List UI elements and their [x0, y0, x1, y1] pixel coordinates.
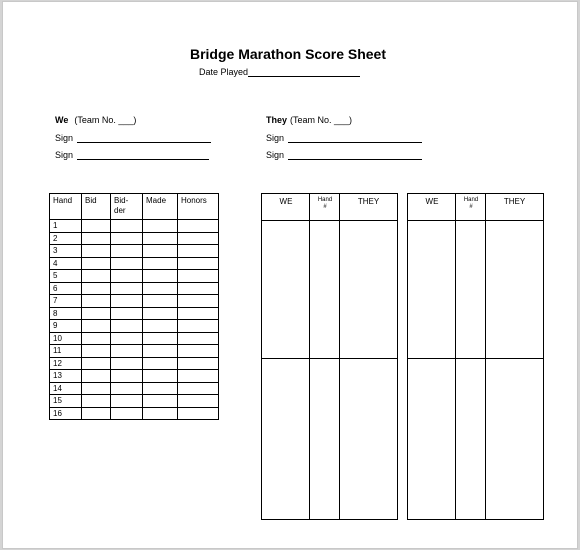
honors-cell[interactable] [178, 332, 219, 345]
table-row [50, 295, 219, 308]
honors-cell[interactable] [178, 382, 219, 395]
we-sign-label-1: Sign [55, 133, 74, 143]
made-cell[interactable] [143, 270, 178, 283]
hand-number: 11 [50, 345, 82, 358]
table-row [50, 320, 219, 333]
table-row [50, 395, 219, 408]
honors-cell[interactable] [178, 307, 219, 320]
date-played-label: Date Played [199, 67, 249, 77]
honors-cell[interactable] [178, 407, 219, 420]
hand-number: 3 [50, 245, 82, 258]
table-row [50, 357, 219, 370]
page-title: Bridge Marathon Score Sheet [189, 46, 387, 62]
honors-cell[interactable] [178, 220, 219, 233]
hand-number: 12 [50, 357, 82, 370]
made-cell[interactable] [143, 332, 178, 345]
bidder-cell[interactable] [111, 232, 143, 245]
col-hand: Hand [50, 194, 82, 220]
bidder-cell[interactable] [111, 307, 143, 320]
honors-cell[interactable] [178, 395, 219, 408]
score-box-1-hand-label: Hand # [317, 197, 333, 210]
bidder-cell[interactable] [111, 220, 143, 233]
honors-cell[interactable] [178, 282, 219, 295]
made-cell[interactable] [143, 407, 178, 420]
bid-cell[interactable] [82, 407, 111, 420]
bid-cell[interactable] [82, 332, 111, 345]
bid-cell[interactable] [82, 295, 111, 308]
hand-number: 9 [50, 320, 82, 333]
honors-cell[interactable] [178, 270, 219, 283]
table-row [50, 307, 219, 320]
score-box-2-we-label: WE [425, 197, 439, 206]
bidder-cell[interactable] [111, 270, 143, 283]
bidder-cell[interactable] [111, 395, 143, 408]
they-sign-field-1[interactable] [288, 133, 422, 143]
made-cell[interactable] [143, 345, 178, 358]
hand-number: 14 [50, 382, 82, 395]
made-cell[interactable] [143, 395, 178, 408]
honors-cell[interactable] [178, 295, 219, 308]
hand-number: 16 [50, 407, 82, 420]
they-team-header [266, 115, 352, 125]
bid-cell[interactable] [82, 395, 111, 408]
we-sign-row-1 [55, 133, 211, 143]
bid-cell[interactable] [82, 307, 111, 320]
hand-number: 10 [50, 332, 82, 345]
bid-cell[interactable] [82, 382, 111, 395]
made-cell[interactable] [143, 245, 178, 258]
table-row [50, 257, 219, 270]
honors-cell[interactable] [178, 245, 219, 258]
bid-cell[interactable] [82, 320, 111, 333]
score-box-2-they-label: THEY [503, 197, 526, 206]
bidder-cell[interactable] [111, 407, 143, 420]
score-box-2-hand-label: Hand # [463, 197, 479, 210]
hand-number: 6 [50, 282, 82, 295]
made-cell[interactable] [143, 370, 178, 383]
hand-number: 7 [50, 295, 82, 308]
date-played-field[interactable] [248, 67, 360, 77]
table-row [50, 370, 219, 383]
bid-cell[interactable] [82, 220, 111, 233]
they-sign-row-1 [266, 133, 422, 143]
honors-cell[interactable] [178, 232, 219, 245]
table-row [50, 382, 219, 395]
bidder-cell[interactable] [111, 332, 143, 345]
bid-cell[interactable] [82, 270, 111, 283]
bid-cell[interactable] [82, 282, 111, 295]
hand-table [49, 193, 219, 420]
table-row [50, 282, 219, 295]
they-team-number: (Team No. ___) [290, 115, 353, 125]
bid-cell[interactable] [82, 232, 111, 245]
made-cell[interactable] [143, 320, 178, 333]
table-row [50, 245, 219, 258]
score-box-2-we-column[interactable] [408, 194, 456, 519]
made-cell[interactable] [143, 382, 178, 395]
bidder-cell[interactable] [111, 370, 143, 383]
bid-cell[interactable] [82, 370, 111, 383]
honors-cell[interactable] [178, 370, 219, 383]
we-sign-field-2[interactable] [77, 150, 209, 160]
score-box-1-we-label: WE [279, 197, 293, 206]
we-sign-field-1[interactable] [77, 133, 211, 143]
score-box-2-hand-column[interactable] [456, 194, 486, 519]
bidder-cell[interactable] [111, 257, 143, 270]
score-box-1-they-label: THEY [357, 197, 380, 206]
bidder-cell[interactable] [111, 295, 143, 308]
hand-number: 4 [50, 257, 82, 270]
honors-cell[interactable] [178, 357, 219, 370]
hand-number: 1 [50, 220, 82, 233]
table-row [50, 345, 219, 358]
hand-number: 2 [50, 232, 82, 245]
they-sign-row-2 [266, 150, 422, 160]
col-bidder: Bid- der [111, 194, 143, 220]
hand-table-header [50, 194, 219, 220]
bidder-cell[interactable] [111, 282, 143, 295]
bidder-cell[interactable] [111, 320, 143, 333]
honors-cell[interactable] [178, 345, 219, 358]
honors-cell[interactable] [178, 320, 219, 333]
score-box-1-hand-column[interactable] [310, 194, 340, 519]
they-team-name: They [266, 115, 288, 125]
hand-number: 15 [50, 395, 82, 408]
col-bid: Bid [82, 194, 111, 220]
bid-cell[interactable] [82, 257, 111, 270]
made-cell[interactable] [143, 232, 178, 245]
we-team-number: (Team No. ___) [74, 115, 137, 125]
we-team-header [55, 115, 136, 125]
hand-number: 8 [50, 307, 82, 320]
table-row [50, 332, 219, 345]
made-cell[interactable] [143, 295, 178, 308]
table-row [50, 270, 219, 283]
bid-cell[interactable] [82, 245, 111, 258]
score-sheet [2, 1, 578, 549]
bid-cell[interactable] [82, 345, 111, 358]
hand-number: 13 [50, 370, 82, 383]
table-row [50, 220, 219, 233]
bidder-cell[interactable] [111, 245, 143, 258]
col-honors: Honors [178, 194, 219, 220]
score-box-1 [261, 193, 398, 520]
score-box-2-divider [408, 358, 543, 359]
score-box-1-divider [262, 358, 397, 359]
they-sign-label-2: Sign [266, 150, 285, 160]
bidder-cell[interactable] [111, 345, 143, 358]
bidder-cell[interactable] [111, 357, 143, 370]
made-cell[interactable] [143, 220, 178, 233]
bid-cell[interactable] [82, 357, 111, 370]
made-cell[interactable] [143, 307, 178, 320]
we-sign-label-2: Sign [55, 150, 74, 160]
made-cell[interactable] [143, 282, 178, 295]
score-box-2 [407, 193, 544, 520]
table-row [50, 407, 219, 420]
we-team-name: We [55, 115, 69, 125]
honors-cell[interactable] [178, 257, 219, 270]
bidder-cell[interactable] [111, 382, 143, 395]
they-sign-field-2[interactable] [288, 150, 422, 160]
hand-number: 5 [50, 270, 82, 283]
made-cell[interactable] [143, 257, 178, 270]
col-made: Made [143, 194, 178, 220]
table-row [50, 232, 219, 245]
made-cell[interactable] [143, 357, 178, 370]
we-sign-row-2 [55, 150, 209, 160]
date-played-row [199, 67, 360, 77]
score-box-1-we-column[interactable] [262, 194, 310, 519]
they-sign-label-1: Sign [266, 133, 285, 143]
